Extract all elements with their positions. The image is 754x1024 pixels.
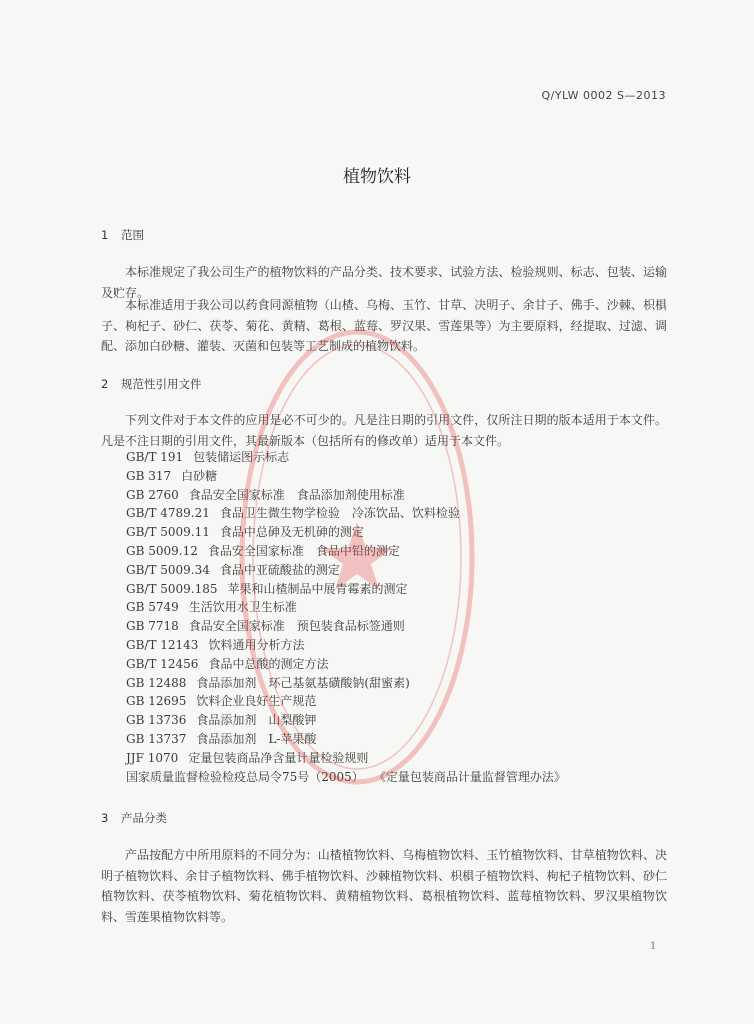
section-heading-3	[101, 810, 167, 826]
reference-item: GB 317 白砂糖	[126, 468, 218, 483]
reference-item: GB 13737 食品添加剂 L-苹果酸	[126, 731, 317, 746]
section-number: 2	[101, 377, 109, 391]
reference-item: GB 12695 饮料企业良好生产规范	[126, 694, 317, 709]
section-number: 1	[101, 228, 109, 242]
reference-item: 国家质量监督检验检疫总局令75号（2005） 《定量包装商品计量监督管理办法》	[126, 769, 566, 784]
section-2-paragraph-1: 下列文件对于本文件的应用是必不可少的。凡是注日期的引用文件，仅所注日期的版本适用于本文件。凡是不注日期的引用文件，其最新版本（包括所有的修改单）适用于本文件。	[101, 413, 667, 448]
reference-item: GB 12488 食品添加剂 环己基氨基磺酸钠(甜蜜素)	[126, 675, 410, 690]
reference-item: GB/T 5009.185 苹果和山楂制品中展青霉素的测定	[126, 581, 408, 596]
reference-item: GB/T 12143 饮料通用分析方法	[126, 637, 305, 652]
reference-item: JJF 1070 定量包装商品净含量计量检验规则	[126, 750, 369, 765]
section-heading-2	[101, 376, 202, 392]
reference-item: GB 5009.12 食品安全国家标准 食品中铅的测定	[126, 543, 400, 558]
section-3-paragraph-1: 产品按配方中所用原料的不同分为：山楂植物饮料、乌梅植物饮料、玉竹植物饮料、甘草植物饮料、决明子植物饮料、余甘子植物饮料、佛手植物饮料、沙棘植物饮料、枳椇子植物饮料、枸杞子植物饮料、砂仁植物饮料、茯苓植物饮料、菊花植物饮料、黄精植物饮料、葛根植物饮料、蓝莓植物饮料、罗汉果植物饮料、雪莲果植物饮料等。	[101, 848, 667, 924]
reference-list	[126, 448, 566, 786]
section-title: 范围	[121, 228, 144, 242]
page-title: 植物饮料	[343, 167, 411, 187]
reference-item: GB/T 5009.34 食品中亚硫酸盐的测定	[126, 562, 340, 577]
section-heading-1	[101, 227, 144, 243]
reference-item: GB 2760 食品安全国家标准 食品添加剂使用标准	[126, 487, 405, 502]
reference-item: GB 5749 生活饮用水卫生标准	[126, 600, 297, 615]
section-title: 规范性引用文件	[121, 377, 202, 391]
reference-item: GB/T 12456 食品中总酸的测定方法	[126, 656, 329, 671]
reference-item: GB 7718 食品安全国家标准 预包装食品标签通则	[126, 619, 405, 634]
reference-item: GB/T 191 包装储运图示标志	[126, 450, 290, 464]
section-1-paragraph-2: 本标准适用于我公司以药食同源植物（山楂、乌梅、玉竹、甘草、决明子、余甘子、佛手、沙棘、枳椇子、枸杞子、砂仁、茯苓、菊花、黄精、葛根、蓝莓、罗汉果、雪莲果等）为主要原料，经提取、过滤、调配、添加白砂糖、灌装、灭菌和包装等工艺制成的植物饮料。	[101, 298, 667, 353]
section-1-paragraph-1: 本标准规定了我公司生产的植物饮料的产品分类、技术要求、试验方法、检验规则、标志、包装、运输及贮存。	[101, 265, 667, 300]
reference-item: GB/T 5009.11 食品中总砷及无机砷的测定	[126, 525, 364, 540]
document-code: Q/YLW 0002 S—2013	[541, 89, 666, 102]
reference-item: GB 13736 食品添加剂 山梨酸钾	[126, 713, 317, 728]
section-title: 产品分类	[121, 811, 167, 825]
reference-item: GB/T 4789.21 食品卫生微生物学检验 冷冻饮品、饮料检验	[126, 506, 460, 521]
section-number: 3	[101, 811, 109, 825]
page-number: 1	[650, 941, 657, 952]
